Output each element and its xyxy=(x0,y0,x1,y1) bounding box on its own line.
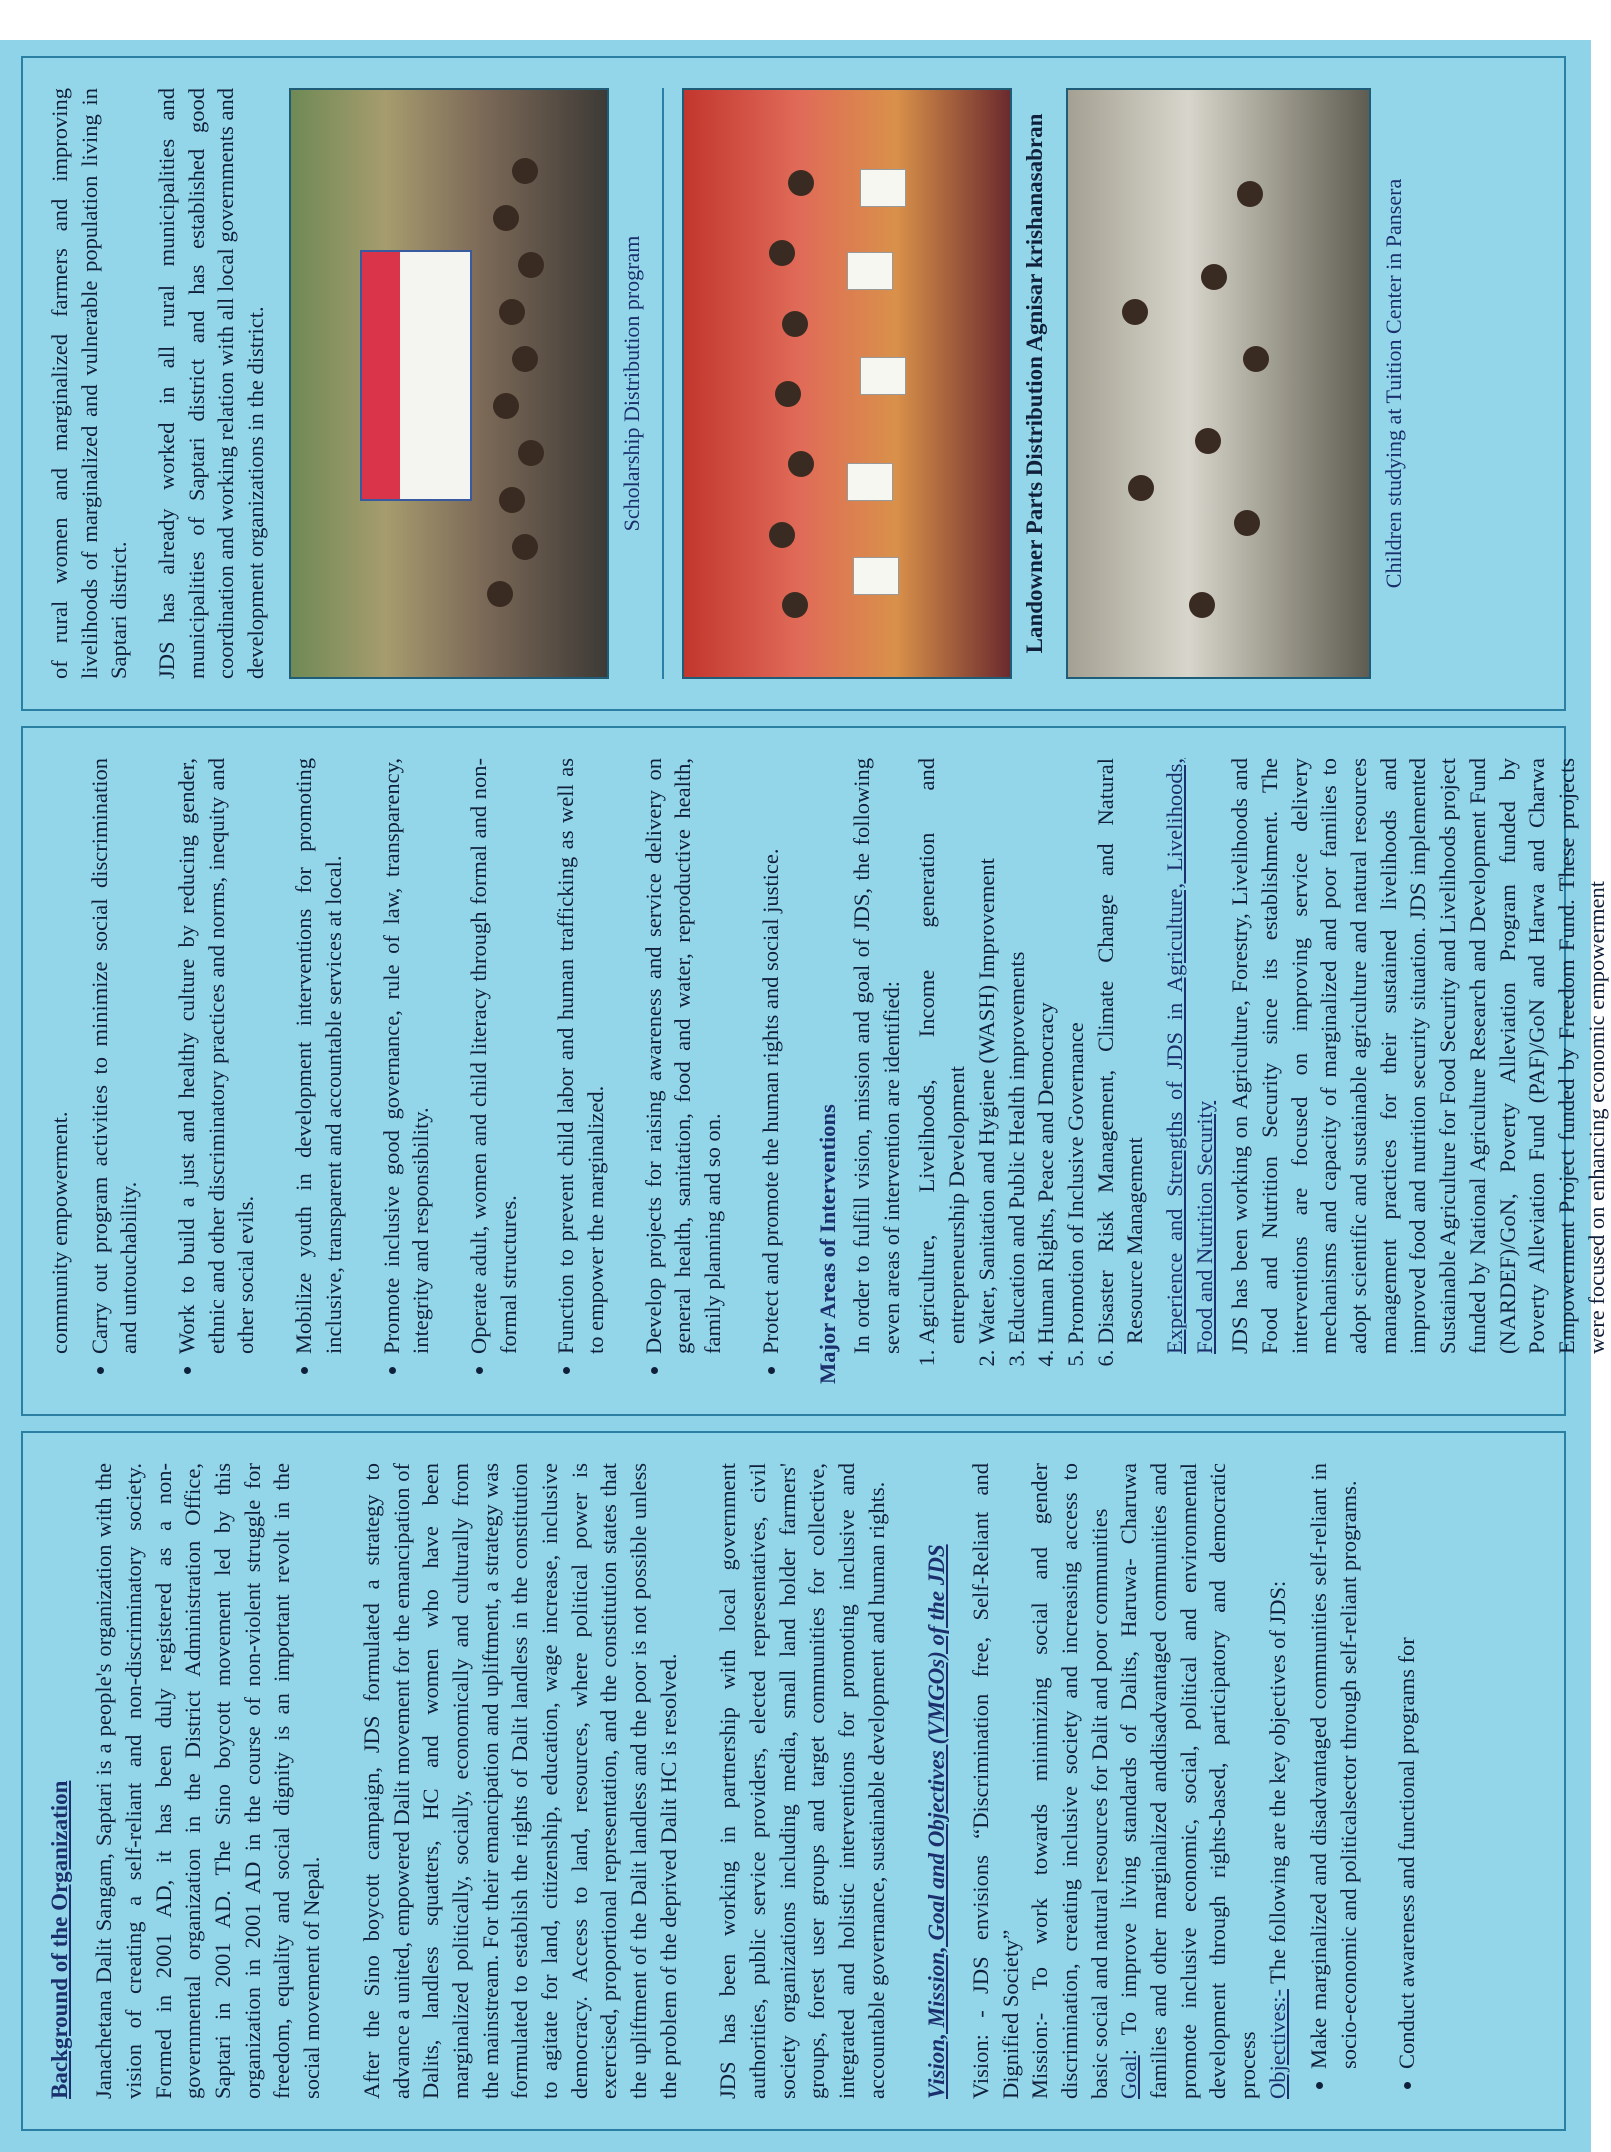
objective-item: • Make marginalized and disadvantaged communities self-reliant in socio-economic and politicalsector through self-reliant programs. xyxy=(1304,1463,1363,2069)
vision-text: : - JDS envisions “Discrimination free, Self-Reliant and Dignified Society” xyxy=(967,1463,1023,2099)
mission-line xyxy=(1025,1463,1114,2099)
objective-bullet: • Protect and promote the human rights and social justice. xyxy=(756,758,786,1354)
top-margin xyxy=(0,0,1591,42)
goal-line xyxy=(1114,1463,1262,2099)
areas-heading: Major Areas of Interventions xyxy=(815,1104,841,1384)
area-item: 6. Disaster Risk Management, Climate Change and Natural Resource Management xyxy=(1091,758,1150,1344)
coverage-paragraph: JDS has already worked in all rural municipalities and municipalities of Saptari district and has established good coordination and working relation with all local governments and development organizations in the district. xyxy=(154,88,269,679)
banner-image xyxy=(360,250,471,501)
goal-text: : To improve living standards of Dalits, Haruwa- Charuwa families and other marginalized anddisadvantaged communities and promote inclusive economic, social, political and environmental development through rights-based, participatory and democratic process xyxy=(1116,1463,1261,2099)
area-item: 2. Water, Sanitation and Hygiene (WASH) Improvement xyxy=(972,758,1002,1344)
objectives-label: Objectives:- xyxy=(1264,1989,1290,2099)
objective-bullet: • Carry out program activities to minimize social discrimination and untouchability. xyxy=(85,758,144,1354)
vision-label: Vision xyxy=(967,2040,993,2099)
objective-bullet: • Operate adult, women and child literacy through formal and non-formal structures. xyxy=(464,758,523,1354)
scholarship-photo xyxy=(289,88,609,679)
objective-bullet: • Develop projects for raising awareness and service delivery on general health, sanitation, food and water, reproductive health, family planning and so on. xyxy=(639,758,728,1354)
scholarship-caption: Scholarship Distribution program xyxy=(618,235,644,532)
objectives-bullets xyxy=(85,758,786,1384)
areas-list xyxy=(912,758,1150,1384)
vmgo-heading: Vision, Mission, Goal and Objectives (VMGOs) of the JDS xyxy=(923,1544,949,2099)
objectives-list xyxy=(1304,1463,1421,2099)
area-item: 3. Education and Public Health improvements xyxy=(1002,758,1032,1344)
background-paragraph-3: JDS has been working in partnership with local government authorities, public service providers, elected representatives, civil society organizations including media, small land holder farmers' groups, forest user groups and target communities for collective, integrated and holistic interventions for promoting inclusive and accountable governance, sustainable development and human rights. xyxy=(715,1463,889,2099)
landowner-photo xyxy=(682,88,1012,679)
panel-background xyxy=(21,1431,1566,2131)
panel-photos xyxy=(21,56,1566,711)
objectives-text: The following are the key objectives of JDS: xyxy=(1264,1580,1290,1990)
area-item: 1. Agriculture, Livelihoods, Income generation and entrepreneurship Development xyxy=(912,758,971,1344)
objective-bullet: • Function to prevent child labor and human trafficking as well as to empower the marginalized. xyxy=(551,758,610,1354)
objectives-line xyxy=(1263,1463,1293,2099)
goal-label: Goal xyxy=(1116,2055,1142,2099)
objective-bullet: • Promote inclusive good governance, rule of law, transparency, integrity and responsibility. xyxy=(377,758,436,1354)
background-heading: Background of the Organization xyxy=(47,1780,72,2099)
experience-text: JDS has been working on Agriculture, Forestry, Livelihoods and Food and Nutrition Security since its establishment. The interventions are focused on improving service delivery mechanisms and capacity of marginalized and poor families to adopt scientific and sustainable agriculture and natural resources management practices for their sustained livelihoods and improved food and nutrition security situation. JDS implemented Sustainable Agriculture for Food Security and Livelihoods project funded by National Agriculture Research and Development Fund (NARDEF)/GoN, Poverty Alleviation Program funded by Poverty Alleviation Fund (PAF)/GoN and Harwa and Charwa Empowerment Project funded by Freedom Fund. These projects were focused on enhancing economic empowerment xyxy=(1227,758,1609,1354)
areas-intro: In order to fulfill vision, mission and goal of JDS, the following seven areas of intervention are identified: xyxy=(849,758,904,1354)
rotated-content xyxy=(1,39,1609,2151)
objective-bullet: • Mobilize youth in development interventions for promoting inclusive, transparent and accountable services at local. xyxy=(289,758,348,1354)
objective-item: • Conduct awareness and functional programs for xyxy=(1392,1463,1422,2069)
panel-objectives xyxy=(21,726,1609,1416)
tuition-caption: Children studying at Tuition Center in Pansera xyxy=(1381,178,1407,589)
tuition-photo xyxy=(1066,88,1371,679)
brochure-sheet xyxy=(0,40,1609,2152)
mission-label: Mission xyxy=(1027,2026,1053,2099)
experience-heading: Experience and Strengths of JDS in Agriculture, Livelihoods, Food and Nutrition Security xyxy=(1161,758,1217,1354)
area-item: 4. Human Rights, Peace and Democracy xyxy=(1031,758,1061,1344)
background-paragraph-2: After the Sino boycott campaign, JDS formulated a strategy to advance a united, empowered Dalit movement for the emancipation of Dalits, landless squatters, HC and women who have been marginalized politically, socially, economically and culturally from the mainstream. For their emancipation and upliftment, a strategy was formulated to establish the rights of Dalit landless in the constitution to agitate for land, citizenship, education, wage increase, inclusive democracy. Access to land, resources, where political power is exercised, proportional representation, and the constitution states that the upliftment of the Dalit landless and the poor is not possible unless the problem of the deprived Dalit HC is resolved. xyxy=(358,1463,681,2099)
continued-text: of rural women and marginalized farmers and improving livelihoods of marginalized and vulnerable population living in Saptari district. xyxy=(47,88,132,679)
landowner-caption: Landowner Parts Distribution Agnisar krishanasabran xyxy=(1021,113,1047,654)
mission-text: :- To work towards minimizing social and gender discrimination, creating inclusive society and increasing access to basic social and natural resources for Dalit and poor communities xyxy=(1027,1463,1112,2099)
background-paragraph-1: Janachetana Dalit Sangam, Saptari is a people's organization with the vision of creating a self-reliant and non-discriminatory society. Formed in 2001 AD, it has been duly registered as a non-governmental organization in the District Administration Office, Saptari in 2001 AD. The Sino boycott movement led by this organization in 2001 AD in the course of non-violent struggle for freedom, equality and social dignity is an important revolt in the social movement of Nepal. xyxy=(91,1463,325,2099)
divider xyxy=(662,88,664,679)
vision-line xyxy=(966,1463,1025,2099)
continued-text: community empowerment. xyxy=(47,1111,72,1354)
area-item: 5. Promotion of Inclusive Governance xyxy=(1061,758,1091,1344)
objective-bullet: • Work to build a just and healthy culture by reducing gender, ethnic and other discriminatory practices and norms, inequity and other social evils. xyxy=(172,758,261,1354)
